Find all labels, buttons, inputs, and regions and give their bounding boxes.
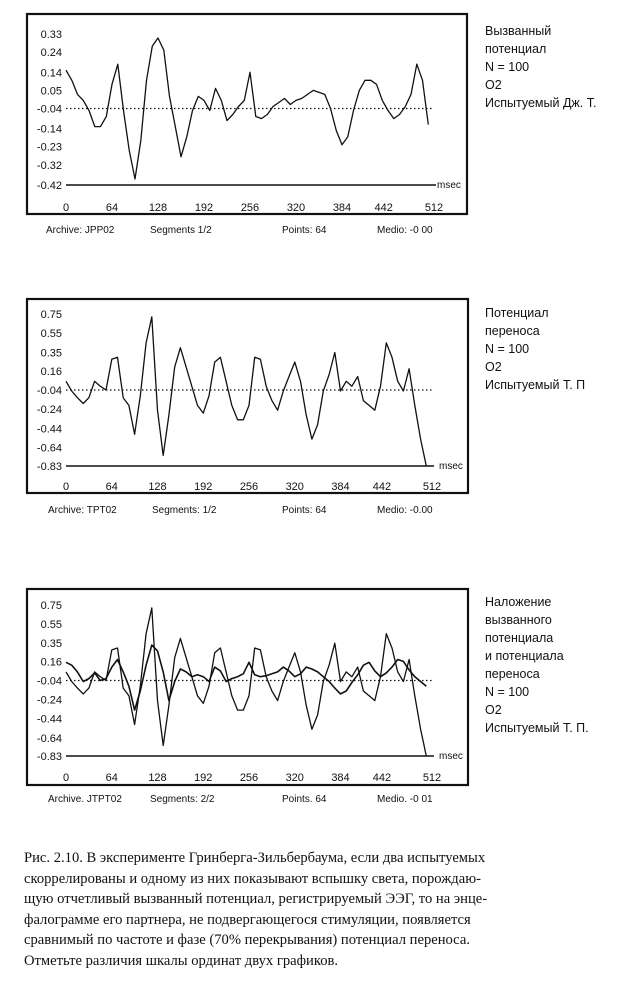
side-label-line: Испытуемый Дж. Т. bbox=[485, 96, 597, 110]
caption-line: фалограмме его партнера, не подвергающегося стимуляции, появляется bbox=[24, 911, 471, 928]
footer-points: Points. 64 bbox=[282, 794, 327, 805]
series-line bbox=[66, 317, 426, 466]
x-axis-unit-label: msec bbox=[439, 751, 463, 762]
chart-1-side-label bbox=[485, 22, 596, 112]
y-tick-label: -0.44 bbox=[36, 423, 62, 436]
side-label-line: Испытуемый Т. П bbox=[485, 378, 586, 392]
x-axis-unit-label: msec bbox=[437, 180, 461, 191]
side-label-line: O2 bbox=[485, 78, 502, 92]
x-tick-label: 512 bbox=[422, 481, 442, 493]
y-tick-label: -0.04 bbox=[36, 103, 62, 116]
chart-panel-3 bbox=[0, 580, 634, 820]
x-tick-label: 384 bbox=[332, 202, 352, 214]
x-tick-label: 442 bbox=[372, 481, 392, 493]
plot-frame bbox=[27, 14, 467, 214]
x-tick-label: 64 bbox=[105, 772, 118, 784]
side-label-line: и потенциала bbox=[485, 649, 564, 663]
caption-line: Рис. 2.10. В эксперименте Гринберга-Зильбербаума, если два испытуемых bbox=[24, 850, 486, 866]
chart-panel-1 bbox=[0, 0, 634, 240]
x-tick-label: 192 bbox=[194, 202, 214, 214]
side-label-line: Потенциал bbox=[485, 306, 549, 320]
y-tick-label: -0.23 bbox=[36, 141, 62, 154]
y-tick-label: -0.04 bbox=[36, 675, 62, 688]
x-tick-label: 256 bbox=[239, 481, 259, 493]
side-label-line: Испытуемый Т. П. bbox=[485, 721, 589, 735]
y-tick-label: -0.14 bbox=[36, 123, 62, 136]
caption-line: сравнимый по частоте и фазе (70% перекрывания) потенциал переноса. bbox=[24, 932, 470, 948]
y-tick-label: -0.24 bbox=[36, 694, 62, 707]
y-tick-label: -0.64 bbox=[36, 732, 62, 745]
chart-panel-2 bbox=[0, 290, 634, 525]
caption-line: скоррелированы и одному из них показывают вспышку света, порождаю- bbox=[24, 870, 481, 887]
side-label-line: N = 100 bbox=[485, 342, 530, 356]
x-tick-label: 192 bbox=[194, 772, 213, 784]
side-label-line: Наложение bbox=[485, 595, 552, 609]
figure-caption bbox=[24, 848, 608, 971]
footer-archive: Archive: JPP02 bbox=[46, 225, 115, 236]
footer-archive: Archive: TPT02 bbox=[48, 505, 117, 516]
x-tick-label: 0 bbox=[62, 772, 70, 784]
y-tick-label: -0.83 bbox=[36, 751, 62, 763]
x-tick-label: 128 bbox=[148, 481, 167, 493]
x-tick-label: 512 bbox=[422, 772, 442, 784]
side-label-line: O2 bbox=[485, 703, 502, 717]
y-tick-label: 0.16 bbox=[40, 365, 62, 378]
y-tick-label: -0.44 bbox=[36, 713, 62, 726]
x-axis-unit-label: msec bbox=[439, 461, 463, 472]
x-tick-label: 128 bbox=[148, 202, 168, 214]
y-tick-label: 0.24 bbox=[40, 47, 62, 60]
y-tick-label: -0.83 bbox=[36, 461, 62, 473]
caption-line: щую отчетливый вызванный потенциал, регистрируемый ЭЭГ, то на энце- bbox=[24, 891, 488, 907]
x-tick-label: 320 bbox=[285, 772, 304, 784]
x-tick-label: 320 bbox=[286, 202, 306, 214]
x-tick-label: 64 bbox=[105, 481, 118, 493]
x-tick-label: 128 bbox=[148, 772, 167, 784]
side-label-line: потенциала bbox=[485, 631, 554, 645]
x-tick-label: 384 bbox=[331, 772, 350, 784]
footer-medio: Medio. -0 01 bbox=[377, 794, 433, 805]
y-tick-label: 0.35 bbox=[40, 638, 62, 651]
footer-segments: Segments: 1/2 bbox=[152, 505, 217, 516]
footer-points: Points: 64 bbox=[282, 225, 327, 236]
x-tick-label: 442 bbox=[374, 202, 393, 214]
side-label-line: N = 100 bbox=[485, 685, 530, 699]
y-tick-label: -0.64 bbox=[36, 442, 62, 455]
footer-archive: Archive. JTPT02 bbox=[48, 794, 122, 805]
y-tick-label: 0.05 bbox=[40, 85, 62, 98]
footer-segments: Segments 1/2 bbox=[150, 225, 212, 236]
y-tick-label: 0.75 bbox=[40, 600, 62, 612]
side-label-line: вызванного bbox=[485, 613, 552, 627]
side-label-line: N = 100 bbox=[485, 60, 530, 74]
y-tick-label: 0.14 bbox=[40, 67, 62, 80]
y-tick-label: -0.04 bbox=[36, 385, 62, 397]
y-tick-label: 0.75 bbox=[40, 309, 62, 321]
x-tick-label: 192 bbox=[194, 481, 213, 493]
footer-medio: Medio: -0 00 bbox=[377, 225, 433, 236]
footer-medio: Medio: -0.00 bbox=[377, 505, 433, 516]
x-tick-label: 0 bbox=[62, 481, 70, 493]
x-tick-label: 256 bbox=[239, 772, 259, 784]
series-line bbox=[66, 608, 426, 756]
footer-points: Points: 64 bbox=[282, 505, 327, 516]
y-tick-label: -0.42 bbox=[36, 180, 62, 192]
y-tick-label: -0.32 bbox=[36, 159, 62, 172]
y-tick-label: 0.16 bbox=[40, 656, 62, 669]
side-label-line: Вызванный bbox=[485, 24, 552, 38]
footer-segments: Segments: 2/2 bbox=[150, 794, 215, 805]
side-label-line: потенциал bbox=[485, 42, 547, 56]
x-tick-label: 384 bbox=[331, 481, 350, 493]
y-tick-label: 0.55 bbox=[40, 619, 62, 632]
x-tick-label: 256 bbox=[240, 202, 260, 214]
x-tick-label: 64 bbox=[105, 202, 119, 214]
y-tick-label: -0.24 bbox=[36, 404, 62, 417]
y-tick-label: 0.55 bbox=[40, 328, 62, 341]
x-tick-label: 512 bbox=[424, 202, 444, 214]
side-label-line: O2 bbox=[485, 360, 502, 374]
side-label-line: переноса bbox=[485, 324, 540, 338]
series-line bbox=[66, 645, 426, 710]
y-tick-label: 0.35 bbox=[40, 347, 62, 360]
plot-frame bbox=[27, 299, 468, 493]
x-tick-label: 0 bbox=[62, 202, 70, 214]
chart-2-side-label bbox=[485, 304, 585, 394]
x-tick-label: 442 bbox=[372, 772, 392, 784]
x-tick-label: 320 bbox=[285, 481, 304, 493]
side-label-line: переноса bbox=[485, 667, 540, 681]
chart-3-side-label bbox=[485, 593, 589, 737]
y-tick-label: 0.33 bbox=[40, 29, 62, 41]
caption-line: Отметьте различия шкалы ординат двух графиков. bbox=[24, 952, 339, 969]
